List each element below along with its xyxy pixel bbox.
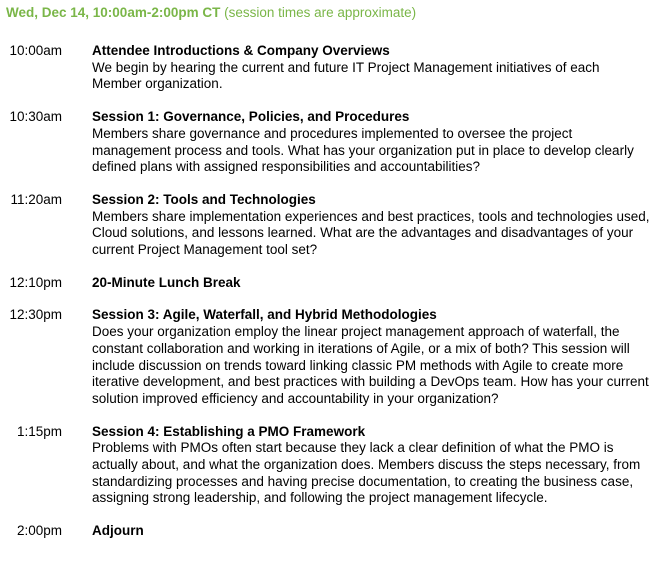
header-note: (session times are approximate) bbox=[224, 5, 417, 20]
agenda-content bbox=[92, 275, 650, 292]
agenda-item bbox=[0, 424, 653, 508]
agenda-time: 12:10pm bbox=[9, 274, 62, 290]
agenda-content bbox=[92, 192, 650, 259]
agenda-item bbox=[0, 109, 653, 176]
agenda-content bbox=[92, 424, 650, 508]
agenda-title: Session 4: Establishing a PMO Framework bbox=[92, 423, 366, 439]
agenda-time: 10:00am bbox=[9, 43, 62, 58]
agenda-description: Members share implementation experiences and best practices, tools and technologies used, Cloud solutions, and lessons learned. What are the advantages and disadvantages of your current Project Management tool set? bbox=[92, 208, 650, 258]
agenda-item bbox=[0, 43, 653, 93]
agenda-title: Adjourn bbox=[92, 523, 144, 539]
agenda-description: Problems with PMOs often start because they lack a clear definition of what the PMO is actually about, and what the organization does. Members discuss the steps necessary, from standardizing processes and having precise documentation, to creating the business case, assigning strong leadership, and following the project management lifecycle. bbox=[92, 440, 641, 506]
agenda-item bbox=[0, 523, 653, 540]
agenda-time: 1:15pm bbox=[16, 423, 62, 439]
agenda-time: 12:30pm bbox=[9, 307, 62, 323]
agenda-content bbox=[92, 307, 650, 407]
agenda-title: 20-Minute Lunch Break bbox=[92, 274, 241, 290]
agenda-content bbox=[92, 109, 650, 176]
agenda-description: We begin by hearing the current and future IT Project Management initiatives of each Member organization. bbox=[92, 59, 600, 92]
agenda-item bbox=[0, 307, 653, 407]
agenda-list bbox=[0, 43, 653, 556]
header-date-time: Wed, Dec 14, 10:00am-2:00pm CT bbox=[6, 5, 221, 20]
agenda-item bbox=[0, 192, 653, 259]
agenda-content bbox=[92, 43, 650, 93]
schedule-header bbox=[6, 4, 416, 21]
agenda-time: 11:20am bbox=[10, 191, 62, 207]
agenda-time: 10:30am bbox=[9, 109, 62, 125]
agenda-description: Members share governance and procedures implemented to oversee the project management process and tools. What has your organization put in place to develop clearly defined plans with assigned responsibilities and accountabilities? bbox=[92, 125, 634, 175]
agenda-title: Attendee Introductions & Company Overviews bbox=[92, 43, 390, 58]
agenda-title: Session 2: Tools and Technologies bbox=[92, 191, 316, 207]
agenda-time: 2:00pm bbox=[16, 523, 62, 539]
agenda-title: Session 1: Governance, Policies, and Procedures bbox=[92, 109, 410, 125]
agenda-title: Session 3: Agile, Waterfall, and Hybrid Methodologies bbox=[92, 307, 437, 323]
agenda-item bbox=[0, 275, 653, 292]
agenda-content bbox=[92, 523, 650, 540]
agenda-description: Does your organization employ the linear project management approach of waterfall, the constant collaboration and working in iterations of Agile, or a mix of both? This session will include discussion on trends toward linking classic PM methods with Agile to create more iterative development, and best practices with building a DevOps team. How has your current solution improved efficiency and accountability in your organization? bbox=[92, 324, 649, 406]
